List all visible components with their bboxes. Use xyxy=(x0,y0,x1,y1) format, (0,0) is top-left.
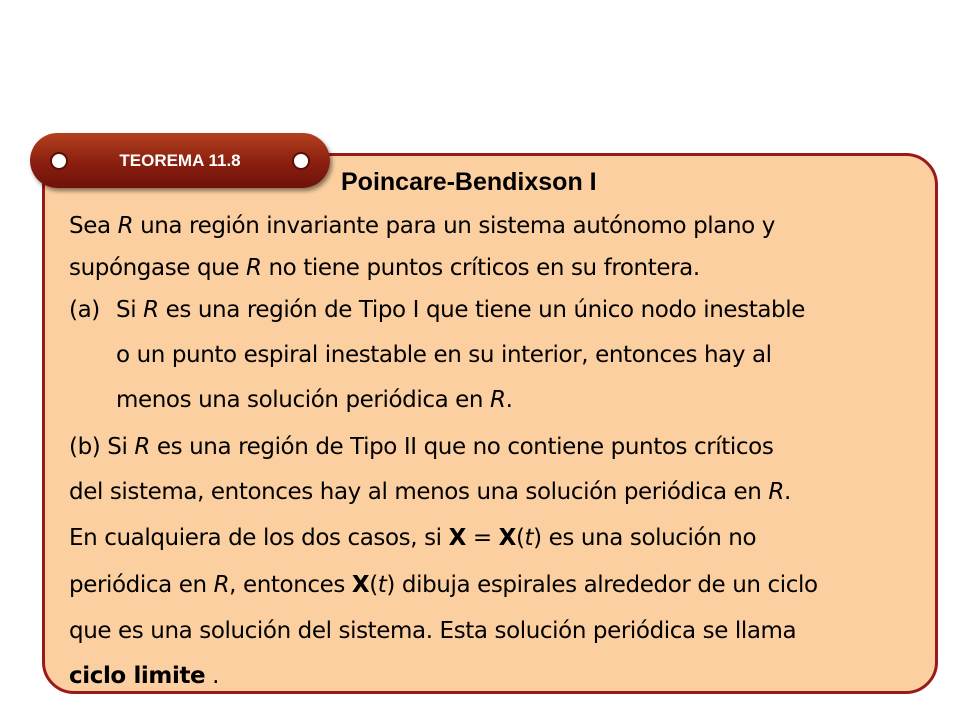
conclusion-line-3: que es una solución del sistema. Esta solución periódica se llama xyxy=(69,618,797,644)
item-b-line-2: del sistema, entonces hay al menos una solución periódica en R. xyxy=(69,479,791,505)
item-a-line-1: Si R es una región de Tipo I que tiene un único nodo inestable xyxy=(116,297,805,323)
item-a-line-3: menos una solución periódica en R. xyxy=(116,387,513,413)
ciclo-limite-term: ciclo limite xyxy=(69,663,206,689)
item-a-label: (a) xyxy=(69,297,100,323)
conclusion-line-4: ciclo limite . xyxy=(69,663,220,689)
conclusion-line-2: periódica en R, entonces X(t) dibuja espirales alrededor de un ciclo xyxy=(69,572,818,598)
item-b-line-1: (b) Si R es una región de Tipo II que no contiene puntos críticos xyxy=(69,434,774,460)
theorem-tab xyxy=(30,133,330,188)
intro-line-1: Sea R una región invariante para un sistema autónomo plano y xyxy=(69,213,775,239)
theorem-tag: TEOREMA 11.8 xyxy=(119,151,241,170)
bullet-right-icon xyxy=(292,152,310,170)
intro-line-2: supóngase que R no tiene puntos críticos en su frontera. xyxy=(69,255,700,281)
conclusion-line-1: En cualquiera de los dos casos, si X = X(t) es una solución no xyxy=(69,525,757,551)
item-a-line-2: o un punto espiral inestable en su interior, entonces hay al xyxy=(116,342,772,368)
theorem-title: Poincare-Bendixson I xyxy=(341,168,597,196)
